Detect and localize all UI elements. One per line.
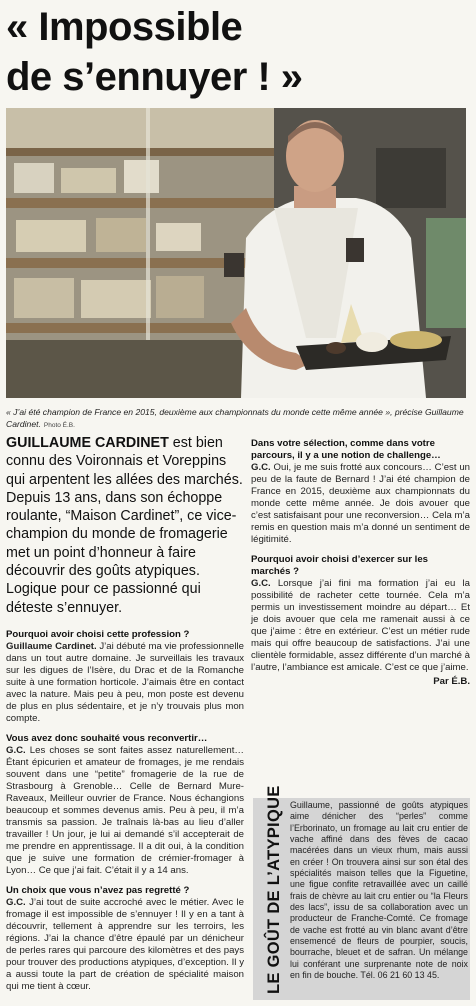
sidebar-text: Guillaume, passionné de goûts atypiques aime dénicher des “perles” comme l’Erborinato, un fromage au lait cru entier de vache affiné dans des fèves de cacao macérées dans un vieux rhum, mais aussi en créer ! On trouvera ainsi sur son étal des spécialités maison telles que la Figuetine, une figue confite retravaillée avec un caillé frais de chèvre au lait cru entier ou “la Fleurs des lacs”, issu de sa collaboration avec un producteur de Franche-Comté. Ce fromage de vache est frotté au vin blanc avant d’être ensemencé de fleurs de pourpier, soucis, bourrache, bleuet et de safran. Un mélange lui conférant une surprenante note de noix en fin de bouche. Tél. 06 21 60 13 45. xyxy=(290,800,468,981)
answer-4-speaker: G.C. xyxy=(251,462,271,473)
answer-3-speaker: G.C. xyxy=(6,896,26,908)
answer-1-speaker: Guillaume Cardinet. xyxy=(6,640,97,652)
answer-4-text: Oui, je me suis frotté aux concours… C’est un peu de la faute de Bernard ! J’ai été champion de France en 2015, deuxième aux championnats du monde cette même année. Je dois avouer que c’est satisfaisant pour une reconversion… Cela m’a remis en question mais m’a donné un sentiment de légitimité. xyxy=(251,462,470,545)
photo-credit: Photo É.B. xyxy=(43,422,75,429)
question-4: Dans votre sélection, comme dans votre parcours, il y a une notion de challenge… xyxy=(251,438,441,461)
headline xyxy=(6,2,466,102)
article-column-right xyxy=(251,434,470,687)
sidebar-title-wrap xyxy=(258,785,286,994)
answer-4 xyxy=(251,462,470,546)
question-2: Vous avez donc souhaité vous reconvertir… xyxy=(6,732,208,744)
author-signature: Par É.B. xyxy=(433,676,470,687)
question-3: Un choix que vous n’avez pas regretté ? xyxy=(6,884,190,896)
answer-3 xyxy=(6,897,244,993)
cheesemonger-photo xyxy=(6,108,466,398)
headline-line-2: de s’ennuyer ! » xyxy=(6,55,303,99)
intro-text: est bien connu des Voironnais et Voreppins qui arpentent les allées des marchés. Depuis 13 ans, dans son échoppe roulante, “Maison Cardinet”, ce vice-champion du monde de fromagerie met un point d’honneur à faire découvrir des goûts atypiques. Logique pour ce passionné qui déteste s’ennuyer. xyxy=(6,435,243,616)
headline-line-1: « Impossible xyxy=(6,5,243,49)
question-1: Pourquoi avoir choisi cette profession ? xyxy=(6,628,190,640)
article-intro xyxy=(6,434,244,617)
answer-2-speaker: G.C. xyxy=(6,744,26,756)
answer-3-text: J’ai tout de suite accroché avec le métier. Avec le fromage il est impossible de s’ennuyer ! Il y en a tant à découvrir, tellement à apprendre sur les terroirs, les régions. J’ai la chance d’être épaulé par un dénicheur de perles rares qui parcoure des kilomètres et des pays pour trouver des productions atypiques, d’exception. Il y a aussi toute la part de création de spécialité maison qui me tient à cœur. xyxy=(6,896,244,992)
caption-text: « J’ai été champion de France en 2015, deuxième aux championnats du monde cette même année », précise Guillaume Cardinet. xyxy=(6,407,464,429)
answer-5-speaker: G.C. xyxy=(251,578,271,589)
answer-1 xyxy=(6,641,244,725)
answer-2 xyxy=(6,745,244,877)
photo-caption xyxy=(6,406,468,432)
answer-5-text: Lorsque j’ai fini ma formation j’ai eu la possibilité de racheter cette tournée. Cela m’a permis un investissement moindre au départ… Et je dois avouer que cela me ramenait aussi à ce que j’aime : être en extérieur. C’est un métier rude mais qui offre beaucoup de satisfactions. J’ai une clientèle formidable, assez différente d’un marché à l’autre, l’ambiance est amicale. C’est ce que j’aime. xyxy=(251,578,471,673)
sidebar-title: LE GOÛT DE L’ATYPIQUE xyxy=(265,785,283,994)
answer-2-text: Les choses se sont faites assez naturellement… Étant épicurien et amateur de fromages, je me rendais souvent dans une “petite” fromagerie de la rue de Strasbourg à Grenoble… Celle de Bernard Mure-Raveaux, Meilleur ouvrier de France. Nous échangions beaucoup et sommes devenus amis. Peu à peu, il m’a transmis sa passion. Je traînais là-bas au lieu d’aller travailler ! Un jour, je lui ai demandé s’il accepterait de me prendre en apprentissage. Il a dit oui, à la condition que je suive une formation de crémier-fromager à Lyon… Ce que j’ai fait. C’était il y a 14 ans. xyxy=(6,744,244,876)
question-5: Pourquoi avoir choisi d’exercer sur les marchés ? xyxy=(251,554,429,577)
answer-1-text: J’ai débuté ma vie professionnelle dans un tout autre domaine. Je surveillais les travaux sur les digues de l’Isère, du Drac et de la Romanche suite à une formation horticole. J’aimais être en contact avec la nature. Mais peu à peu, mon poste est devenu de plus en plus sédentaire, et je n’y trouvais plus mon compte. xyxy=(6,640,244,724)
intro-lead: GUILLAUME CARDINET xyxy=(6,435,169,451)
article-column-left xyxy=(6,434,244,993)
photo-illustration xyxy=(6,108,466,398)
answer-5 xyxy=(251,578,470,674)
